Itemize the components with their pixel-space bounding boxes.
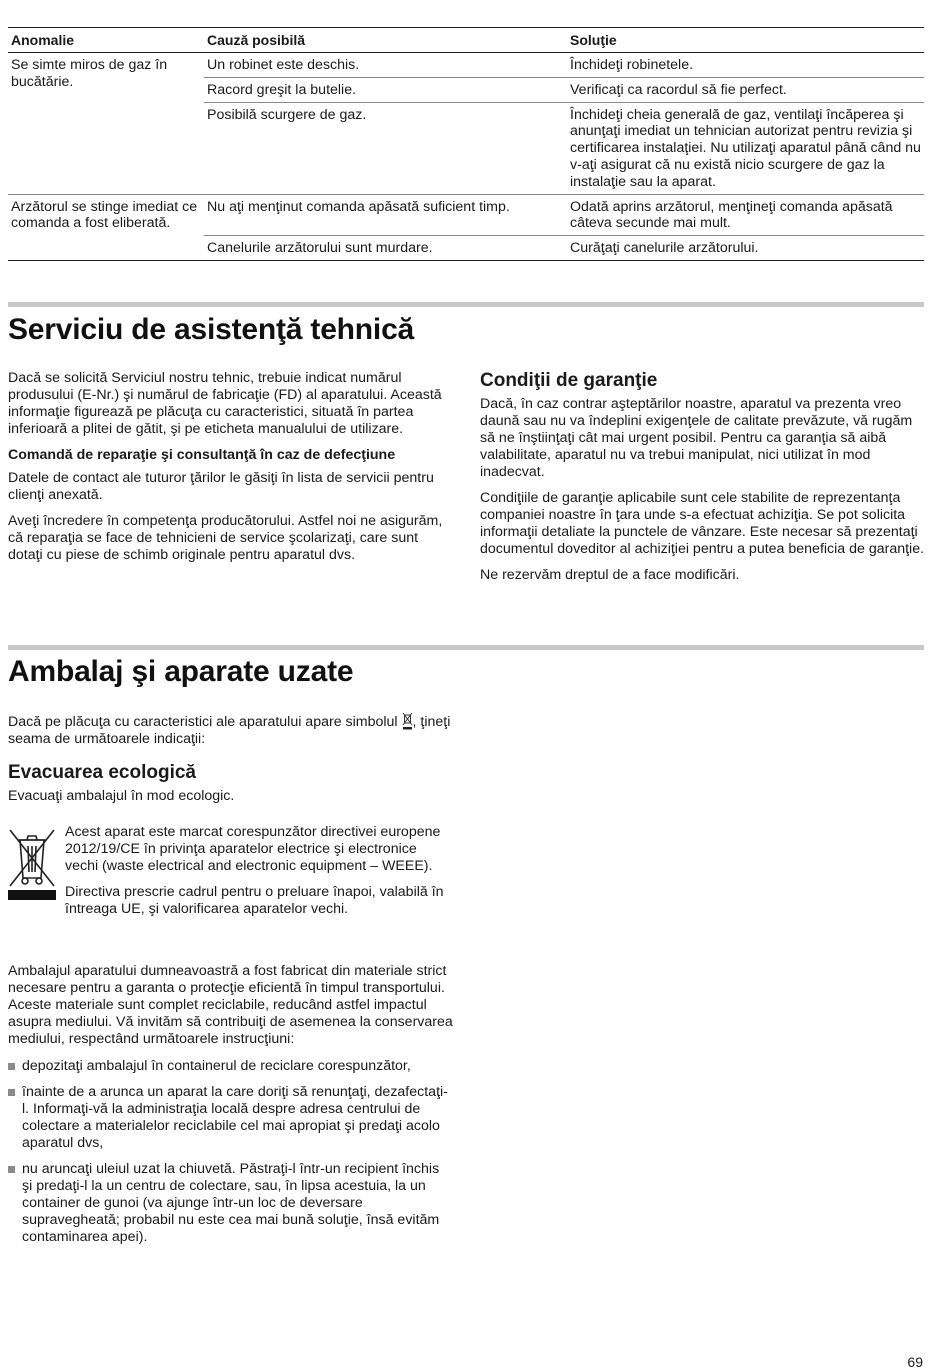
weee-block xyxy=(8,824,453,927)
eco-disposal-block xyxy=(8,762,453,814)
anomaly-cell: Se simte miros de gaz în bucătărie. xyxy=(11,57,168,90)
solution-cell: Curăţaţi canelurile arzătorului. xyxy=(567,236,924,261)
bullet-square-icon xyxy=(8,1089,15,1096)
header-cause: Cauză posibilă xyxy=(204,28,567,53)
cause-cell: Un robinet este deschis. xyxy=(207,57,360,73)
eco-disposal-title: Evacuarea ecologică xyxy=(8,762,196,783)
packaging-intro-text: Dacă pe plăcuţa cu caracteristici ale aparatului apare simbolul xyxy=(8,714,398,730)
repair-subheading: Comandă de reparaţie şi consultanţă în caz de defecţiune xyxy=(8,447,396,463)
weee-text xyxy=(65,824,453,918)
packaging-intro xyxy=(8,712,453,748)
solution-cell: Verificaţi ca racordul să fie perfect. xyxy=(567,77,924,102)
solution-cell: Închideţi robinetele. xyxy=(570,57,694,73)
packaging-body-block xyxy=(8,963,453,1255)
section-divider xyxy=(8,302,924,307)
packaging-body: Ambalajul aparatului dumneavoastră a fost fabricat din materiale strict necesare pentru a garanta o protecţie eficientă în timpul transportului. Aceste materiale sunt complet reciclabile, reducând astfel impactul asupra mediului. Vă invităm să contribuiţi de asemenea la conservarea mediului, respectând următoarele instrucţiuni: xyxy=(8,963,453,1047)
service-contact-text: Datele de contact ale tuturor ţărilor le găsiţi în lista de servicii pentru clienţi anexată. xyxy=(8,470,434,503)
eco-disposal-intro: Evacuaţi ambalajul în mod ecologic. xyxy=(8,788,235,804)
cause-cell: Posibilă scurgere de gaz. xyxy=(204,102,567,194)
crossed-bin-icon xyxy=(402,712,413,730)
weee-paragraph: Directiva prescrie cadrul pentru o preluare înapoi, valabilă în întreaga UE, şi valorificarea aparatelor vechi. xyxy=(65,884,444,917)
bullet-square-icon xyxy=(8,1063,15,1070)
troubleshooting-table xyxy=(8,27,924,261)
list-item-text: nu aruncaţi uleiul uzat la chiuvetă. Păstraţi-l într-un recipient închis şi predaţi-l la un centru de colectare, sau, în lipsa acestuia, la un container de gunoi (va ajunge într-un loc de deversare supravegheată; probabil nu este cea mai bună soluţie, însă evităm contaminarea apei). xyxy=(22,1161,440,1245)
packaging-intro-text: , ţineţi seama de următoarele indicaţii: xyxy=(8,714,451,747)
packaging-instructions-list xyxy=(8,1058,453,1246)
solution-cell: Închideţi cheia generală de gaz, ventilaţi încăperea şi anunţaţi imediat un tehnician autorizat pentru revizia şi certificarea instalaţiei. Nu utilizaţi aparatul până când nu v-aţi asigurat că nu există nicio scurgere de gaz la instalaţie sau la aparat. xyxy=(567,102,924,194)
packaging-intro-block xyxy=(8,712,453,757)
anomaly-cell: Arzătorul se stinge imediat ce comanda a fost eliberată. xyxy=(8,194,204,260)
service-left-column xyxy=(8,370,453,573)
table-header-row xyxy=(8,28,924,53)
header-anomaly: Anomalie xyxy=(8,28,204,53)
weee-bin-icon xyxy=(8,826,56,900)
table-row xyxy=(8,53,924,78)
weee-paragraph: Acest aparat este marcat corespunzător directivei europene 2012/19/CE în privinţa aparatelor electrice şi electronice vechi (waste electrical and electronic equipment – WEEE). xyxy=(65,824,441,874)
packaging-section-title: Ambalaj şi aparate uzate xyxy=(8,655,354,688)
header-solution: Soluţie xyxy=(567,28,924,53)
warranty-paragraph: Dacă, în caz contrar aşteptărilor noastre, aparatul va prezenta vreo daună sau nu va îndeplini exigenţele de calitate prevăzute, vă rugăm să ne înştiinţaţi cât mai urgent posibil. Pentru ca garanţia să aibă valabilitate, aparatul nu va trebui manipulat, nici utilizat în mod inadecvat. xyxy=(480,396,913,480)
warranty-paragraph: Ne rezervăm dreptul de a face modificări. xyxy=(480,567,740,583)
service-section-title: Serviciu de asistenţă tehnică xyxy=(8,313,415,346)
section-divider xyxy=(8,645,924,650)
cause-cell: Nu aţi menţinut comanda apăsată suficient timp. xyxy=(204,194,567,236)
list-item xyxy=(8,1058,453,1075)
solution-cell: Odată aprins arzătorul, menţineţi comanda apăsată câteva secunde mai mult. xyxy=(567,194,924,236)
list-item xyxy=(8,1161,453,1246)
bullet-square-icon xyxy=(8,1166,15,1173)
list-item-text: depozitaţi ambalajul în containerul de reciclare corespunzător, xyxy=(22,1058,411,1074)
cause-cell: Racord greşit la butelie. xyxy=(204,77,567,102)
warranty-column xyxy=(480,370,925,593)
service-trust-text: Aveţi încredere în competenţa producătorului. Astfel noi ne asigurăm, că reparaţia se face de tehnicieni de service şcolarizaţi, care sunt dotaţi cu piese de schimb originale pentru aparatul dvs. xyxy=(8,513,443,563)
cause-cell: Canelurile arzătorului sunt murdare. xyxy=(204,236,567,261)
list-item-text: înainte de a arunca un aparat la care doriţi să renunţaţi, dezafectaţi-l. Informaţi-vă la administraţia locală despre adresa centrului de colectare a materialelor reciclabile cel mai apropiat şi predaţi acolo aparatul dvs, xyxy=(22,1084,448,1151)
warranty-title: Condiţii de garanţie xyxy=(480,370,658,391)
page-number: 69 xyxy=(907,1354,923,1370)
service-intro: Dacă se solicită Serviciul nostru tehnic, trebuie indicat numărul produsului (E-Nr.) şi numărul de fabricaţie (FD) al aparatului. Această informaţie figurează pe plăcuţa cu caracteristici, situată în partea inferioară a plitei de gătit, şi pe eticheta manualului de utilizare. xyxy=(8,370,442,437)
list-item xyxy=(8,1084,453,1152)
warranty-paragraph: Condiţiile de garanţie aplicabile sunt cele stabilite de reprezentanţa companiei noastre în ţara unde s-a efectuat achiziţia. Se pot solicita informaţii detaliate la punctele de vânzare. Este necesar să prezentaţi documentul doveditor al achiziţiei pentru a putea beneficia de garanţie. xyxy=(480,490,925,557)
table-row xyxy=(8,194,924,236)
